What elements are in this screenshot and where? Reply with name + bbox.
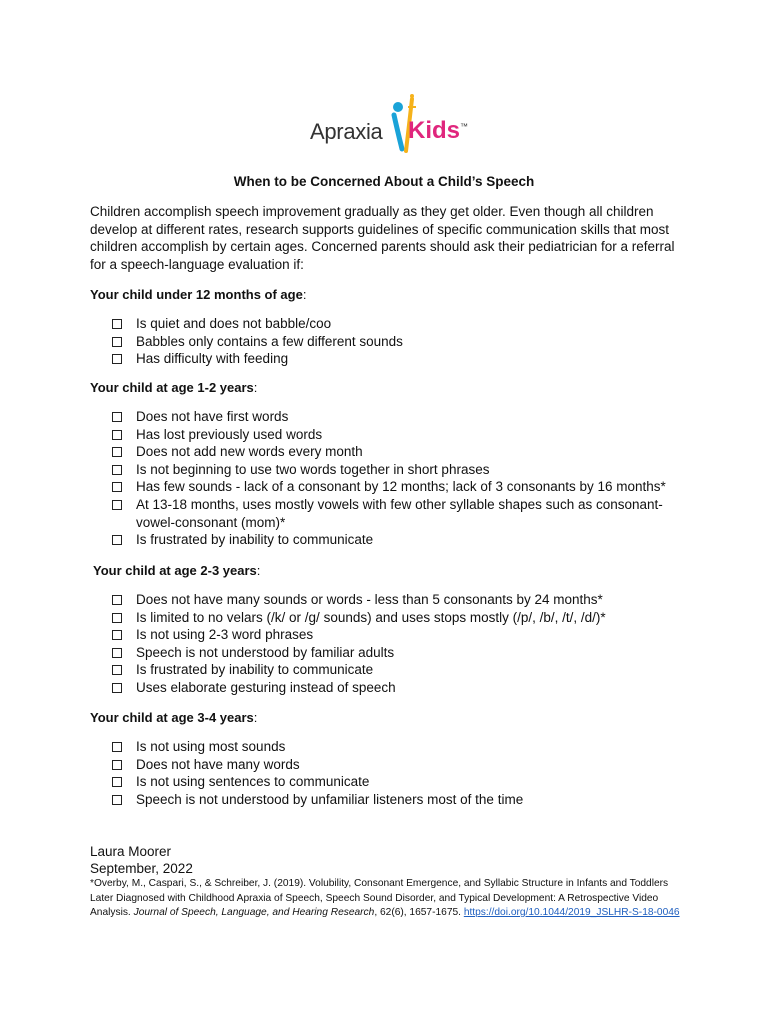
list-item: Is not beginning to use two words together in short phrases [112,461,672,479]
list-item: Babbles only contains a few different sounds [112,333,672,351]
list-item: Is frustrated by inability to communicate [112,661,672,679]
list-item: Is not using most sounds [112,738,672,756]
list-item: Is quiet and does not babble/coo [112,315,672,333]
reference-citation: *Overby, M., Caspari, S., & Schreiber, J. (2019). Volubility, Consonant Emergence, and Syllabic Structure in Infants and Toddlers Later Diagnosed with Childhood Apraxia of Speech, Speech Sound Disorder, and Typical Development: A Retrospective Video Analysis. Journal of Speech, Language, and Hearing Research, 62(6), 1657-1675. https://doi.org/10.1044/2019_JSLHR-S-18-0046 [90,878,680,918]
checkbox[interactable] [112,465,122,475]
checkbox[interactable] [112,430,122,440]
list-item: Is frustrated by inability to communicate [112,531,672,549]
checklist-1-2-years [112,408,672,549]
checkbox[interactable] [112,630,122,640]
checkbox[interactable] [112,795,122,805]
checkbox[interactable] [112,447,122,457]
checkbox[interactable] [112,742,122,752]
date: September, 2022 [90,861,193,876]
checkbox[interactable] [112,595,122,605]
list-item: Has lost previously used words [112,426,672,444]
list-item: At 13-18 months, uses mostly vowels with few other syllable shapes such as consonant-vowel-consonant (mom)* [112,496,672,531]
checkbox[interactable] [112,319,122,329]
checkbox[interactable] [112,337,122,347]
logo-word: Apraxia [310,119,383,144]
list-item: Uses elaborate gesturing instead of speech [112,679,672,697]
section-heading-1-2-years: Your child at age 1-2 years: [90,380,258,395]
checkbox[interactable] [112,760,122,770]
list-item: Does not have many words [112,756,672,774]
checkbox[interactable] [112,665,122,675]
list-item: Is limited to no velars (/k/ or /g/ sounds) and uses stops mostly (/p/, /b/, /t/, /d/)* [112,609,672,627]
page-title: When to be Concerned About a Child’s Speech [233,174,535,189]
checkbox[interactable] [112,777,122,787]
apraxia-kids-logo [310,93,470,163]
checkbox[interactable] [112,683,122,693]
checkbox[interactable] [112,482,122,492]
doi-link[interactable]: https://doi.org/10.1044/2019_JSLHR-S-18-0046 [463,907,680,918]
section-heading-under-12-months: Your child under 12 months of age: [90,287,307,302]
list-item: Does not have many sounds or words - less than 5 consonants by 24 months* [112,591,672,609]
checkbox[interactable] [112,500,122,510]
list-item: Speech is not understood by unfamiliar listeners most of the time [112,791,672,809]
checkbox[interactable] [112,412,122,422]
section-heading-3-4-years: Your child at age 3-4 years: [90,710,258,725]
checkbox[interactable] [112,613,122,623]
logo-kids: Kids™ [408,117,469,144]
checklist-under-12-months [112,315,672,368]
checkbox[interactable] [112,354,122,364]
author-name: Laura Moorer [90,844,172,859]
list-item: Speech is not understood by familiar adults [112,644,672,662]
intro-paragraph: Children accomplish speech improvement gradually as they get older. Even though all children develop at different rates, research supports guidelines of specific communication skills that most children accomplish by certain ages. Concerned parents should ask their pediatrician for a referral for a speech-language evaluation if: [90,204,675,272]
author-block [90,843,690,877]
list-item: Has difficulty with feeding [112,350,672,368]
list-item: Does not have first words [112,408,672,426]
list-item: Has few sounds - lack of a consonant by 12 months; lack of 3 consonants by 16 months* [112,478,672,496]
journal-title: Journal of Speech, Language, and Hearing Research [133,907,375,918]
checkbox[interactable] [112,648,122,658]
checkbox[interactable] [112,535,122,545]
list-item: Is not using sentences to communicate [112,773,672,791]
list-item: Does not add new words every month [112,443,672,461]
section-heading-2-3-years: Your child at age 2-3 years: [93,563,261,578]
checklist-3-4-years [112,738,672,808]
checklist-2-3-years [112,591,672,697]
list-item: Is not using 2-3 word phrases [112,626,672,644]
